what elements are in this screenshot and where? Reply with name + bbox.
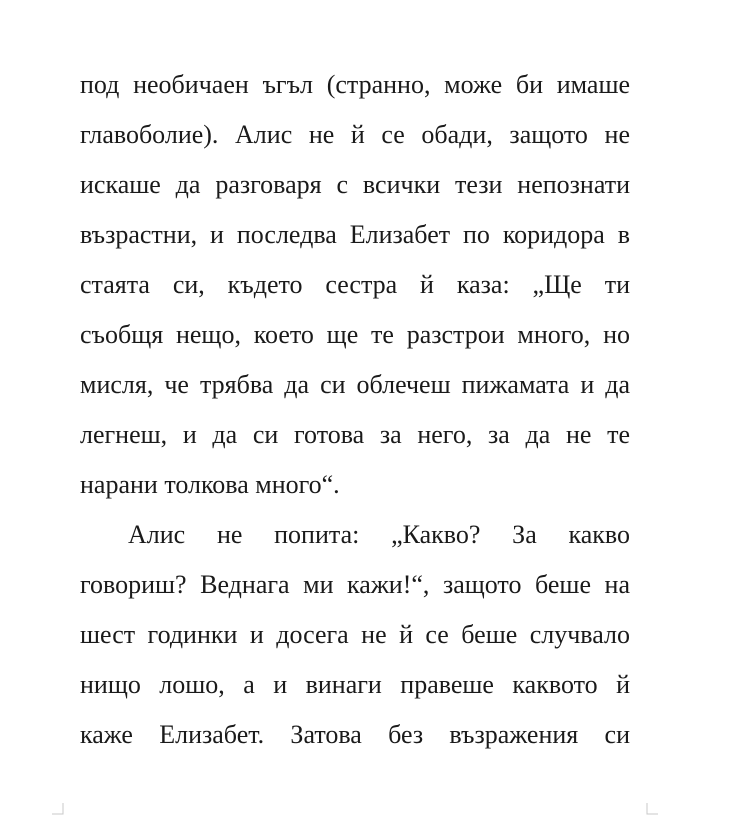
paragraph-first-line: Алис не попита: „Какво? За какво [128,520,630,549]
text-line: нищо лошо, а и винаги правеше каквото й [80,670,630,699]
text-line: говориш? Веднага ми кажи!“, защото беше на [80,570,630,599]
text-line: главоболие). Алис не й се обади, защото не [80,120,630,149]
paragraph-last-line: нарани толкова много“. [80,470,340,499]
text-line: стаята си, където сестра й каза: „Ще ти [80,270,630,299]
text-line: каже Елизабет. Затова без възражения си [80,720,630,749]
text-line: съобщя нещо, което ще те разстрои много, но [80,320,630,349]
text-line: мисля, че трябва да си облечеш пижамата и да [80,370,630,399]
text-line: искаше да разговаря с всички тези непознати [80,170,630,199]
text-line: възрастни, и последва Елизабет по коридора в [80,220,630,249]
text-line: под необичаен ъгъл (странно, може би имаше [80,70,630,99]
text-line: легнеш, и да си готова за него, за да не те [80,420,630,449]
text-line: шест годинки и досега не й се беше случвало [80,620,630,649]
page-corner-right-icon [646,803,658,815]
page-corner-left-icon [52,803,64,815]
